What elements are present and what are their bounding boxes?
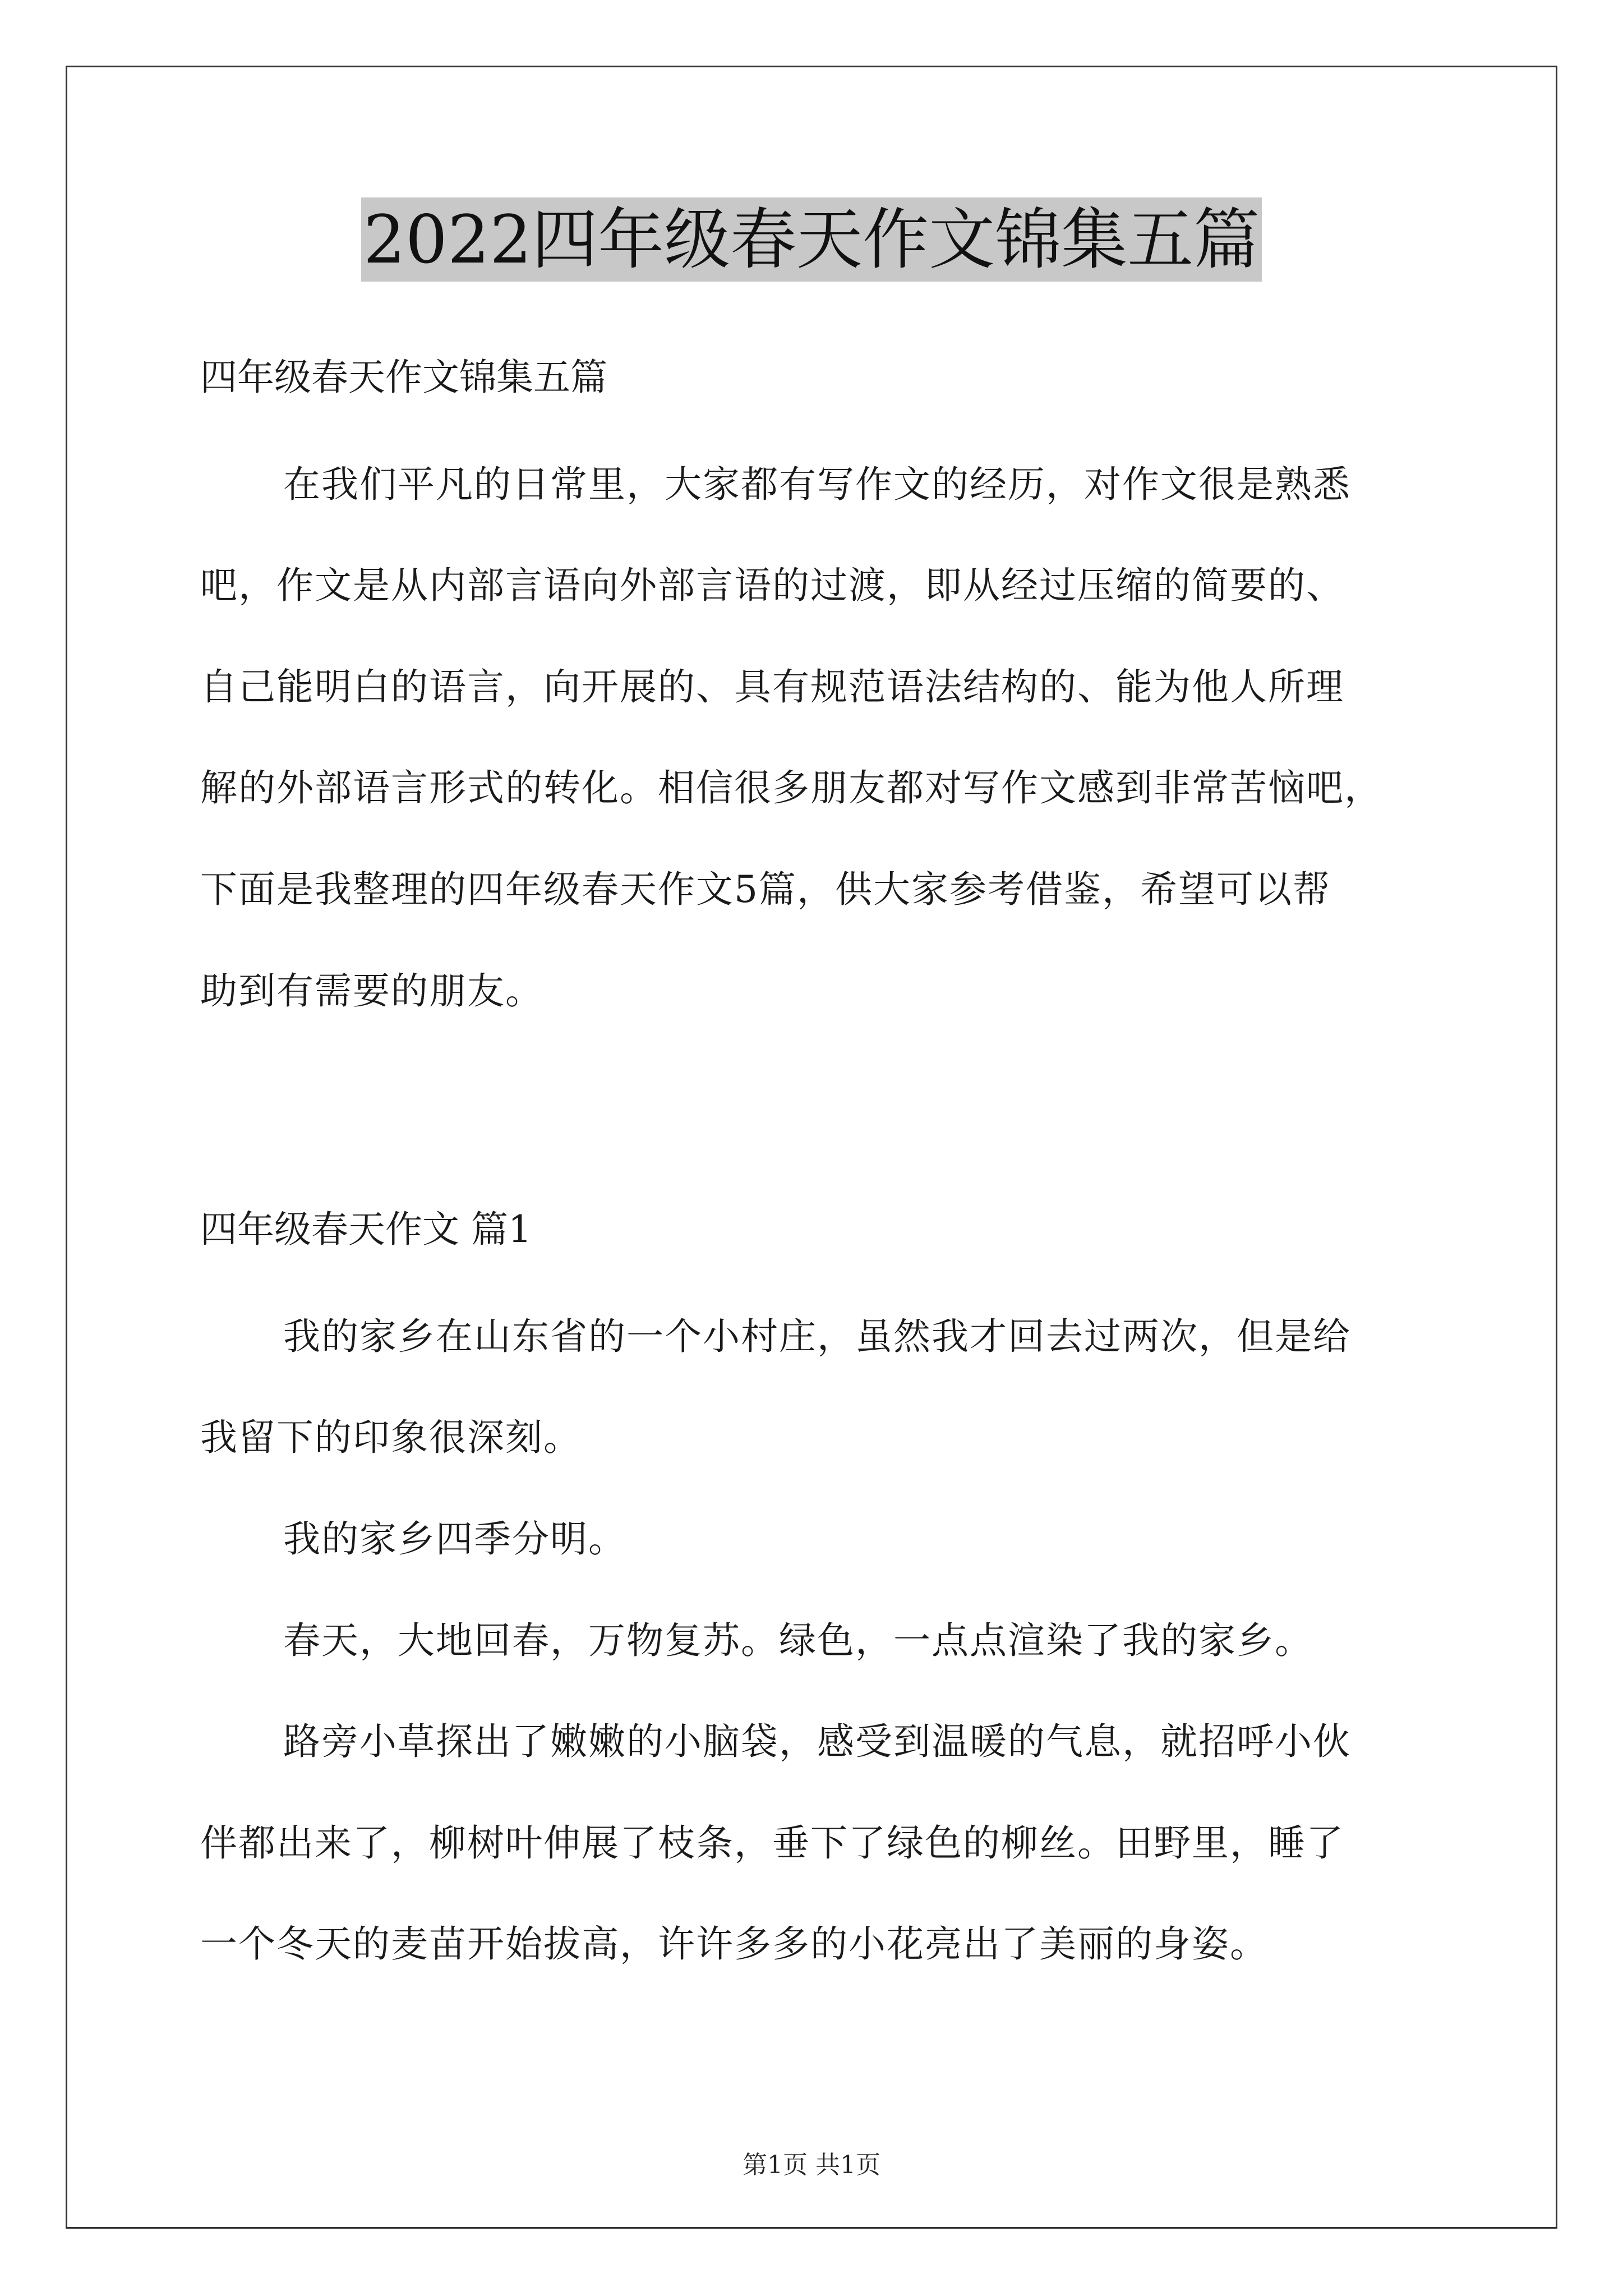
intro-line: 解的外部语言形式的转化。相信很多朋友都对写作文感到非常苦恼吧，: [200, 766, 1382, 809]
intro-line: 自己能明白的语言，向开展的、具有规范语法结构的、能为他人所理: [200, 665, 1344, 708]
section-line: 我的家乡四季分明。: [283, 1517, 626, 1561]
page-footer: 第1页 共1页: [743, 2151, 880, 2179]
section-line: 春天，大地回春，万物复苏。绿色，一点点渲染了我的家乡。: [283, 1619, 1313, 1662]
section-line: 伴都出来了，柳树叶伸展了枝条，垂下了绿色的柳丝。田野里，睡了: [200, 1821, 1344, 1865]
section-line: 我的家乡在山东省的一个小村庄，虽然我才回去过两次，但是给: [283, 1315, 1351, 1358]
document-title: 2022四年级春天作文锦集五篇: [361, 197, 1262, 282]
title-container: [0, 197, 1623, 282]
intro-line: 助到有需要的朋友。: [200, 969, 543, 1013]
intro-line: 在我们平凡的日常里，大家都有写作文的经历，对作文很是熟悉: [283, 463, 1351, 506]
section-line: 我留下的印象很深刻。: [200, 1416, 582, 1459]
section-heading: 四年级春天作文 篇1: [200, 1208, 532, 1251]
section-line: 一个冬天的麦苗开始拔高，许许多多的小花亮出了美丽的身姿。: [200, 1922, 1268, 1966]
intro-line: 下面是我整理的四年级春天作文5篇，供大家参考借鉴，希望可以帮: [200, 868, 1331, 911]
intro-line: 吧，作文是从内部言语向外部言语的过渡，即从经过压缩的简要的、: [200, 564, 1344, 607]
document-subtitle: 四年级春天作文锦集五篇: [200, 356, 607, 399]
section-line: 路旁小草探出了嫩嫩的小脑袋，感受到温暖的气息，就招呼小伙: [283, 1720, 1351, 1763]
